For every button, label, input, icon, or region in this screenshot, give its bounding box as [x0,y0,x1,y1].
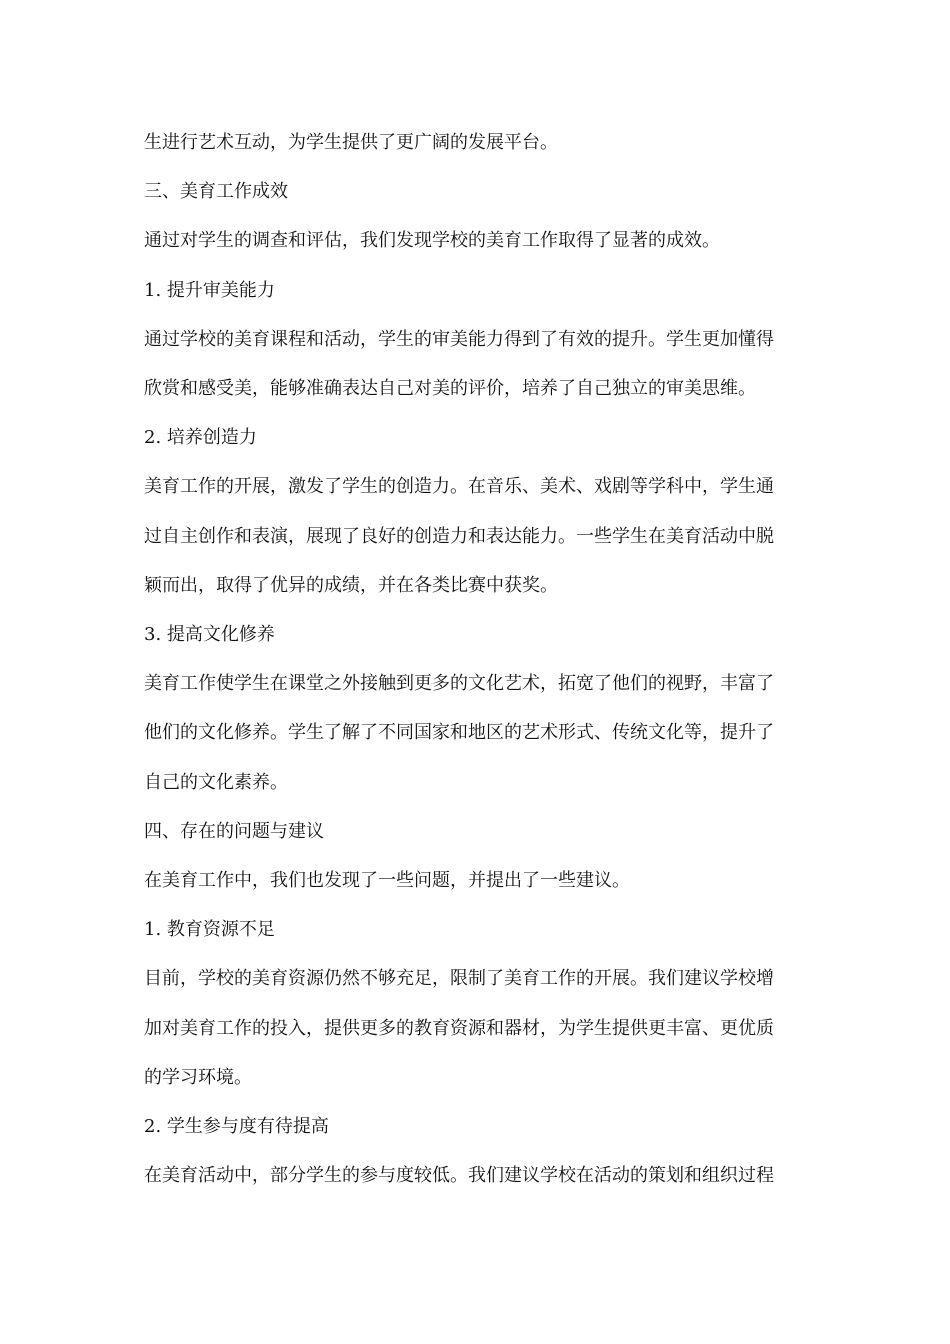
heading-text: 2. 学生参与度有待提高 [144,1116,329,1138]
paragraph [144,659,808,807]
heading-text: 2. 培养创造力 [144,427,257,449]
text-line: 颖而出，取得了优异的成绩，并在各类比赛中获奖。 [144,574,558,596]
text-line: 加对美育工作的投入，提供更多的教育资源和器材，为学生提供更丰富、更优质 [144,1017,774,1039]
heading-text: 三、美育工作成效 [144,181,288,203]
heading-text: 四、存在的问题与建议 [144,820,324,842]
subsection-heading [144,610,808,659]
paragraph [144,315,808,413]
paragraph [144,118,808,167]
text-line: 自己的文化素养。 [144,771,288,793]
text-line: 在美育活动中，部分学生的参与度较低。我们建议学校在活动的策划和组织过程 [144,1165,774,1187]
subsection-heading [144,413,808,462]
heading-text: 3. 提高文化修养 [144,624,275,646]
section-heading [144,167,808,216]
text-line: 的学习环境。 [144,1066,252,1088]
subsection-heading [144,1102,808,1151]
paragraph [144,462,808,610]
text-line: 美育工作使学生在课堂之外接触到更多的文化艺术，拓宽了他们的视野，丰富了 [144,673,774,695]
text-line: 欣赏和感受美，能够准确表达自己对美的评价，培养了自己独立的审美思维。 [144,378,756,400]
text-line: 目前，学校的美育资源仍然不够充足，限制了美育工作的开展。我们建议学校增 [144,968,774,990]
text-line: 通过学校的美育课程和活动，学生的审美能力得到了有效的提升。学生更加懂得 [144,328,774,350]
paragraph [144,856,808,905]
text-line: 他们的文化修养。学生了解了不同国家和地区的艺术形式、传统文化等，提升了 [144,722,774,744]
document-body [144,118,808,1200]
subsection-heading [144,905,808,954]
text-line: 生进行艺术互动，为学生提供了更广阔的发展平台。 [144,132,558,153]
paragraph [144,954,808,1102]
text-line: 在美育工作中，我们也发现了一些问题，并提出了一些建议。 [144,870,630,892]
paragraph [144,1151,808,1200]
heading-text: 1. 教育资源不足 [144,919,275,941]
heading-text: 1. 提升审美能力 [144,279,275,301]
text-line: 美育工作的开展，激发了学生的创造力。在音乐、美术、戏剧等学科中，学生通 [144,476,774,498]
text-line: 通过对学生的调查和评估，我们发现学校的美育工作取得了显著的成效。 [144,230,720,252]
section-heading [144,807,808,856]
subsection-heading [144,266,808,315]
paragraph [144,216,808,265]
text-line: 过自主创作和表演，展现了良好的创造力和表达能力。一些学生在美育活动中脱 [144,525,774,547]
